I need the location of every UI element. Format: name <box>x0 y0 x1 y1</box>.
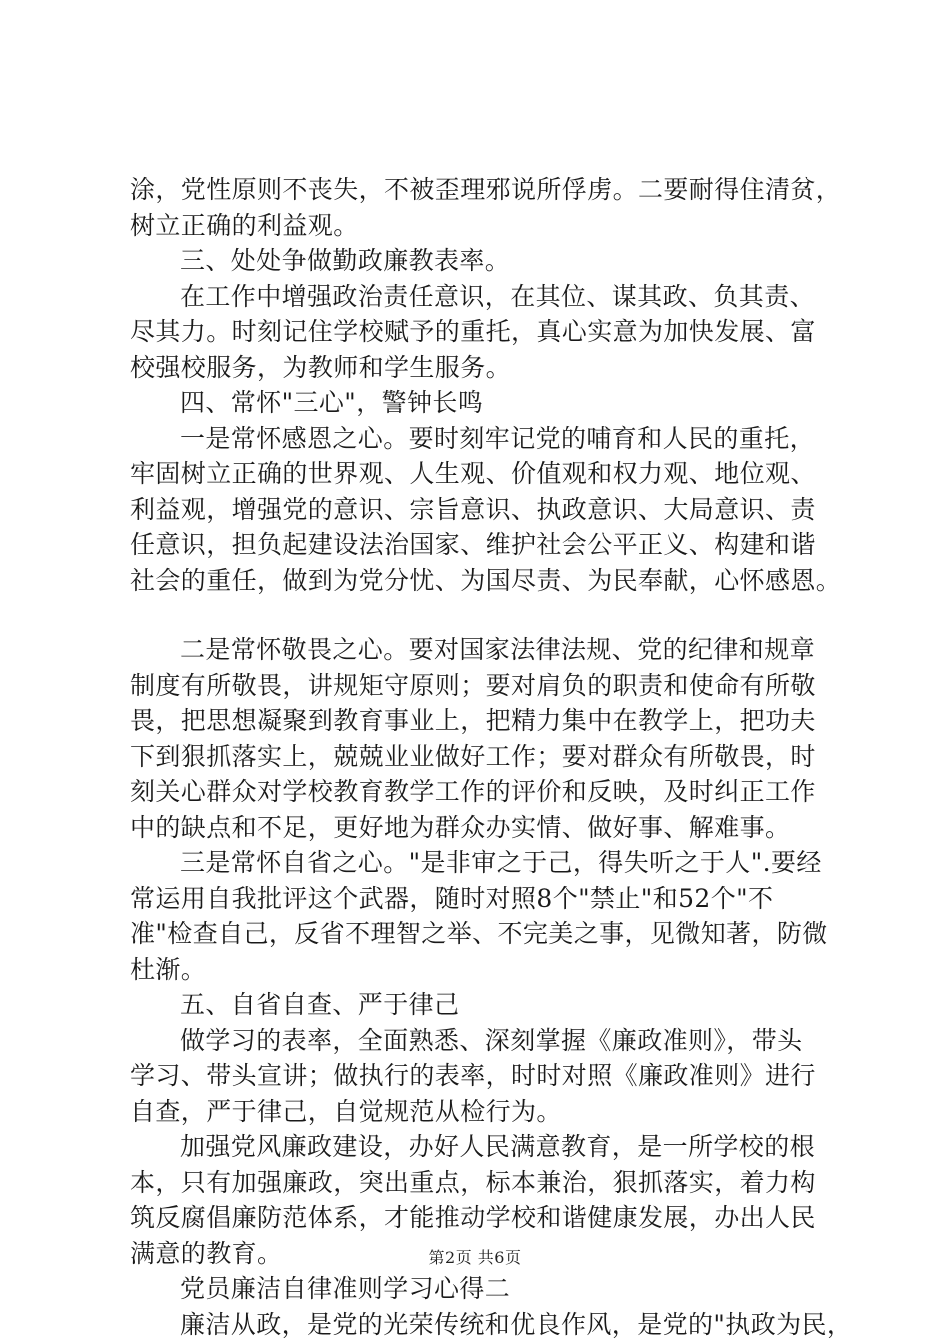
text-line: 校强校服务，为教师和学生服务。 <box>130 352 512 382</box>
text-line: 本，只有加强廉政，突出重点，标本兼治，狠抓落实，着力构 <box>130 1167 816 1197</box>
text-line: 二是常怀敬畏之心。要对国家法律法规、党的纪律和规章 <box>180 635 816 664</box>
text-line: 涂，党性原则不丧失，不被歪理邪说所俘虏。二要耐得住清贫， <box>130 175 842 204</box>
text-line: 树立正确的利益观。 <box>130 210 359 240</box>
text-line: 杜渐。 <box>130 954 207 984</box>
text-line: 廉洁从政，是党的光荣传统和优良作风，是党的"执政为民， <box>180 1309 853 1339</box>
text-line: 加强党风廉政建设，办好人民满意教育，是一所学校的根 <box>180 1132 816 1161</box>
text-line: 利益观，增强党的意识、宗旨意识、执政意识、大局意识、责 <box>130 494 816 524</box>
text-line: 刻关心群众对学校教育教学工作的评价和反映，及时纠正工作 <box>130 777 816 806</box>
text-line: 牢固树立正确的世界观、人生观、价值观和权力观、地位观、 <box>130 459 816 488</box>
text-line: 下到狠抓落实上，兢兢业业做好工作；要对群众有所敬畏，时 <box>130 741 816 771</box>
text-line: 自查，严于律己，自觉规范从检行为。 <box>130 1096 562 1126</box>
paragraph-gap <box>130 598 850 632</box>
section-heading: 五、自省自查、严于律己 <box>180 990 460 1019</box>
text-line: 准"检查自己，反省不理智之举、不完美之事，见微知著，防微 <box>130 919 828 948</box>
text-line: 中的缺点和不足，更好地为群众办实情、做好事、解难事。 <box>130 812 791 842</box>
text-line: 畏，把思想凝聚到教育事业上，把精力集中在教学上，把功夫 <box>130 706 816 735</box>
section-heading: 党员廉洁自律准则学习心得二 <box>180 1274 511 1303</box>
text-line: 学习、带头宣讲；做执行的表率，时时对照《廉政准则》进行 <box>130 1061 816 1090</box>
body-text <box>130 172 853 1342</box>
text-line: 满意的教育。 <box>130 1238 283 1268</box>
text-line: 做学习的表率，全面熟悉、深刻掌握《廉政准则》，带头 <box>180 1025 803 1055</box>
text-line: 筑反腐倡廉防范体系，才能推动学校和谐健康发展，办出人民 <box>130 1203 816 1232</box>
text-line: 三是常怀自省之心。"是非审之于己，得失听之于人".要经 <box>180 848 822 877</box>
text-line: 常运用自我批评这个武器，随时对照8个"禁止"和52个"不 <box>130 883 774 913</box>
section-heading: 三、处处争做勤政廉教表率。 <box>180 246 511 275</box>
text-line: 社会的重任，做到为党分忧、为国尽责、为民奉献，心怀感恩。 <box>130 565 842 595</box>
text-line: 尽其力。时刻记住学校赋予的重托，真心实意为加快发展、富 <box>130 317 816 346</box>
text-line: 一是常怀感恩之心。要时刻牢记党的哺育和人民的重托， <box>180 423 816 453</box>
page-number: 第2页 共6页 <box>428 1248 522 1267</box>
text-line: 任意识，担负起建设法治国家、维护社会公平正义、构建和谐 <box>130 530 816 559</box>
text-line: 制度有所敬畏，讲规矩守原则；要对肩负的职责和使命有所敬 <box>130 670 816 700</box>
section-heading: 四、常怀"三心"，警钟长鸣 <box>180 388 484 417</box>
text-line: 在工作中增强政治责任意识，在其位、谋其政、负其责、 <box>180 281 816 311</box>
